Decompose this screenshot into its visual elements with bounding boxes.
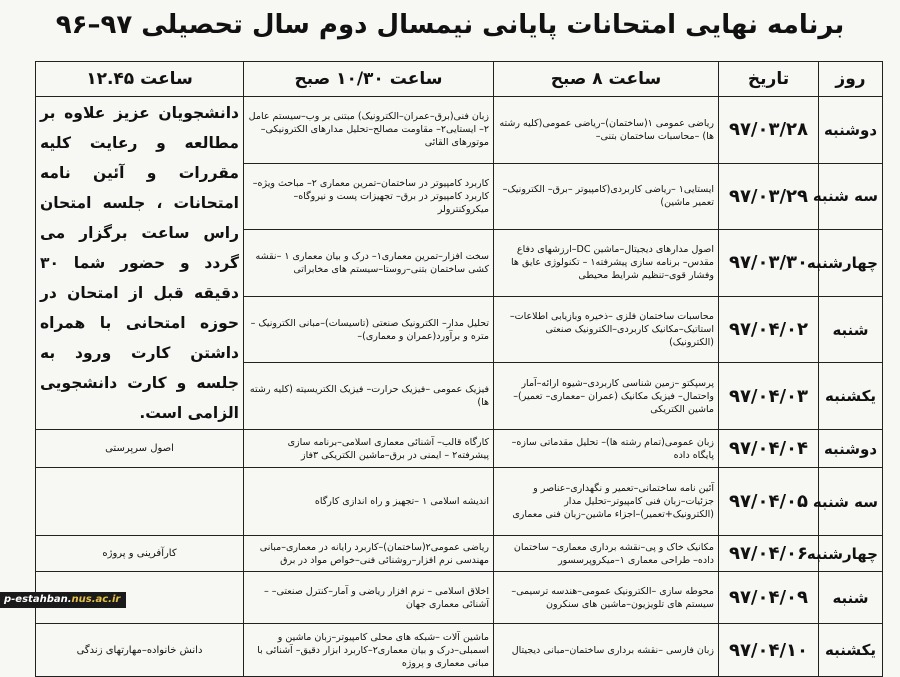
row-date: ۹۷/۰۴/۰۲ (719, 296, 819, 363)
row-slot-1030am: فیزیک عمومی –فیزیک حرارت– فیزیک الکتریسیته (کلیه رشته ها) (244, 363, 494, 430)
table-row (36, 572, 883, 624)
table-row (36, 536, 883, 572)
row-date: ۹۷/۰۳/۳۰ (719, 230, 819, 297)
table-row (36, 97, 883, 164)
header-slot-8am: ساعت ۸ صبح (494, 62, 719, 97)
row-slot-1030am: کارگاه قالب– آشنائی معماری اسلامی–برنامه سازی پیشرفته۲ – ایمنی در برق–ماشین الکتریکی ۳فاز (244, 430, 494, 468)
row-date: ۹۷/۰۴/۰۹ (719, 572, 819, 624)
header-date: تاریخ (719, 62, 819, 97)
row-date: ۹۷/۰۴/۰۶ (719, 536, 819, 572)
row-slot-8am: اصول مدارهای دیجیتال–ماشین DC–ارزشهای دفاع مقدس– برنامه سازی پیشرفته۱ – تکنولوژی عایق ها وفشار قوی–تنظیم شرایط محیطی (494, 230, 719, 297)
row-slot-8am: ایستایی۱ –ریاضی کاربردی(کامپیوتر –برق– الکترونیک–تعمیر ماشین) (494, 163, 719, 230)
row-slot-8am: مکانیک خاک و پی–نقشه برداری معماری– ساختمان داده– طراحی معماری ۱–میکروپرسسور (494, 536, 719, 572)
row-slot-1245: اصول سرپرستی (36, 430, 244, 468)
row-date: ۹۷/۰۴/۰۴ (719, 430, 819, 468)
row-slot-1245: کارآفرینی و پروژه (36, 536, 244, 572)
header-slot-1245: ساعت ۱۲.۴۵ (36, 62, 244, 97)
row-slot-1030am: تحلیل مدار– الکترونیک صنعتی (تاسیسات)–مبانی الکترونیک – متره و برآورد(عمران و معماری)– (244, 296, 494, 363)
header-slot-1030am: ساعت ۱۰/۳۰ صبح (244, 62, 494, 97)
row-day: یکشنبه (819, 624, 883, 677)
row-day: شنبه (819, 296, 883, 363)
row-date: ۹۷/۰۴/۰۳ (719, 363, 819, 430)
row-slot-8am: زبان فارسی –نقشه برداری ساختمان–مبانی دیجیتال (494, 624, 719, 677)
row-date: ۹۷/۰۳/۲۸ (719, 97, 819, 164)
table-row (36, 468, 883, 536)
row-slot-1030am: کاربرد کامپیوتر در ساختمان–تمرین معماری ۲– مباحث ویژه–کاربرد کامپیوتر در برق– تجهیزات پست و نیروگاه– میکروکنترولر (244, 163, 494, 230)
header-day: روز (819, 62, 883, 97)
exam-schedule-table (35, 61, 883, 677)
row-slot-1030am: ریاضی عمومی۲(ساختمان)–کاربرد رایانه در معماری–مبانی مهندسی نرم افزار–روشنائی فنی–خواص مواد در برق (244, 536, 494, 572)
row-slot-8am: محاسبات ساختمان فلزی –ذخیره وبازیابی اطلاعات–استاتیک–مکانیک کاربردی–الکترونیک صنعتی (الکترونیک) (494, 296, 719, 363)
row-day: شنبه (819, 572, 883, 624)
table-row (36, 624, 883, 677)
row-day: دوشنبه (819, 430, 883, 468)
row-day: سه شنبه (819, 468, 883, 536)
row-slot-8am: ریاضی عمومی ۱(ساختمان)–ریاضی عمومی(کلیه رشته ها) –محاسبات ساختمان بتنی– (494, 97, 719, 164)
row-day: چهارشنبه (819, 536, 883, 572)
page-title: برنامه نهایی امتحانات پایانی نیمسال دوم سال تحصیلی ۹۷–۹۶ (55, 10, 845, 40)
row-slot-8am: پرسپکتو –زمین شناسی کاربردی–شیوه ارائه–آمار واحتمال– فیزیک مکانیک (عمران –معماری– تعمیر)–ماشین الکتریکی (494, 363, 719, 430)
row-slot-8am: محوطه سازی –الکترونیک عمومی–هندسه ترسیمی–سیستم های تلویزیون–ماشین های سنکرون (494, 572, 719, 624)
row-date: ۹۷/۰۴/۱۰ (719, 624, 819, 677)
row-slot-1030am: سخت افزار–تمرین معماری۱– درک و بیان معماری ۱ –نقشه کشی ساختمان بتنی–روستا–سیستم های مخابراتی (244, 230, 494, 297)
row-slot-8am: آئین نامه ساختمانی–تعمیر و نگهداری–عناصر و جزئیات–زبان فنی کامپیوتر–تحلیل مدار (الکترونیک+تعمیر)–اجزاء ماشین–زبان فنی معماری (494, 468, 719, 536)
row-slot-1030am: اندیشه اسلامی ۱ –تجهیز و راه اندازی کارگاه (244, 468, 494, 536)
row-date: ۹۷/۰۳/۲۹ (719, 163, 819, 230)
row-slot-8am: زبان عمومی(تمام رشته ها)– تحلیل مقدماتی سازه–پایگاه داده (494, 430, 719, 468)
watermark-prefix: p-estahban. (4, 594, 72, 605)
row-slot-1245: دانش خانواده–مهارتهای زندگی (36, 624, 244, 677)
row-day: سه شنبه (819, 163, 883, 230)
site-watermark (0, 592, 126, 608)
row-day: چهارشنبه (819, 230, 883, 297)
row-slot-1030am: اخلاق اسلامی – نرم افزار ریاضی و آمار–کنترل صنعتی– – آشنائی معماری جهان (244, 572, 494, 624)
watermark-domain: nus.ac.ir (71, 594, 121, 605)
row-day: یکشنبه (819, 363, 883, 430)
exam-notice: دانشجویان عزیز علاوه بر مطالعه و رعایت کلیه مقررات و آئین نامه امتحانات ، جلسه امتحان راس ساعت برگزار می گردد و حضور شما ۳۰ دقیقه قبل از امتحان در حوزه امتحانی با همراه داشتن کارت ورود به جلسه و کارت دانشجویی الزامی است. (36, 97, 244, 430)
row-date: ۹۷/۰۴/۰۵ (719, 468, 819, 536)
row-slot-1030am: ماشین آلات –شبکه های محلی کامپیوتر–زبان ماشین و اسمبلی–درک و بیان معماری۲–کاربرد ابزار دقیق– آشنائی با مبانی معماری و پروژه (244, 624, 494, 677)
table-header-row (36, 62, 883, 97)
row-slot-1245 (36, 468, 244, 536)
table-row (36, 430, 883, 468)
row-day: دوشنبه (819, 97, 883, 164)
row-slot-1030am: زبان فنی(برق–عمران–الکترونیک) مبتنی بر وب–سیستم عامل ۲– ایستایی۲– مقاومت مصالح–تحلیل مدارهای الکترونیکی– موتورهای القائی (244, 97, 494, 164)
